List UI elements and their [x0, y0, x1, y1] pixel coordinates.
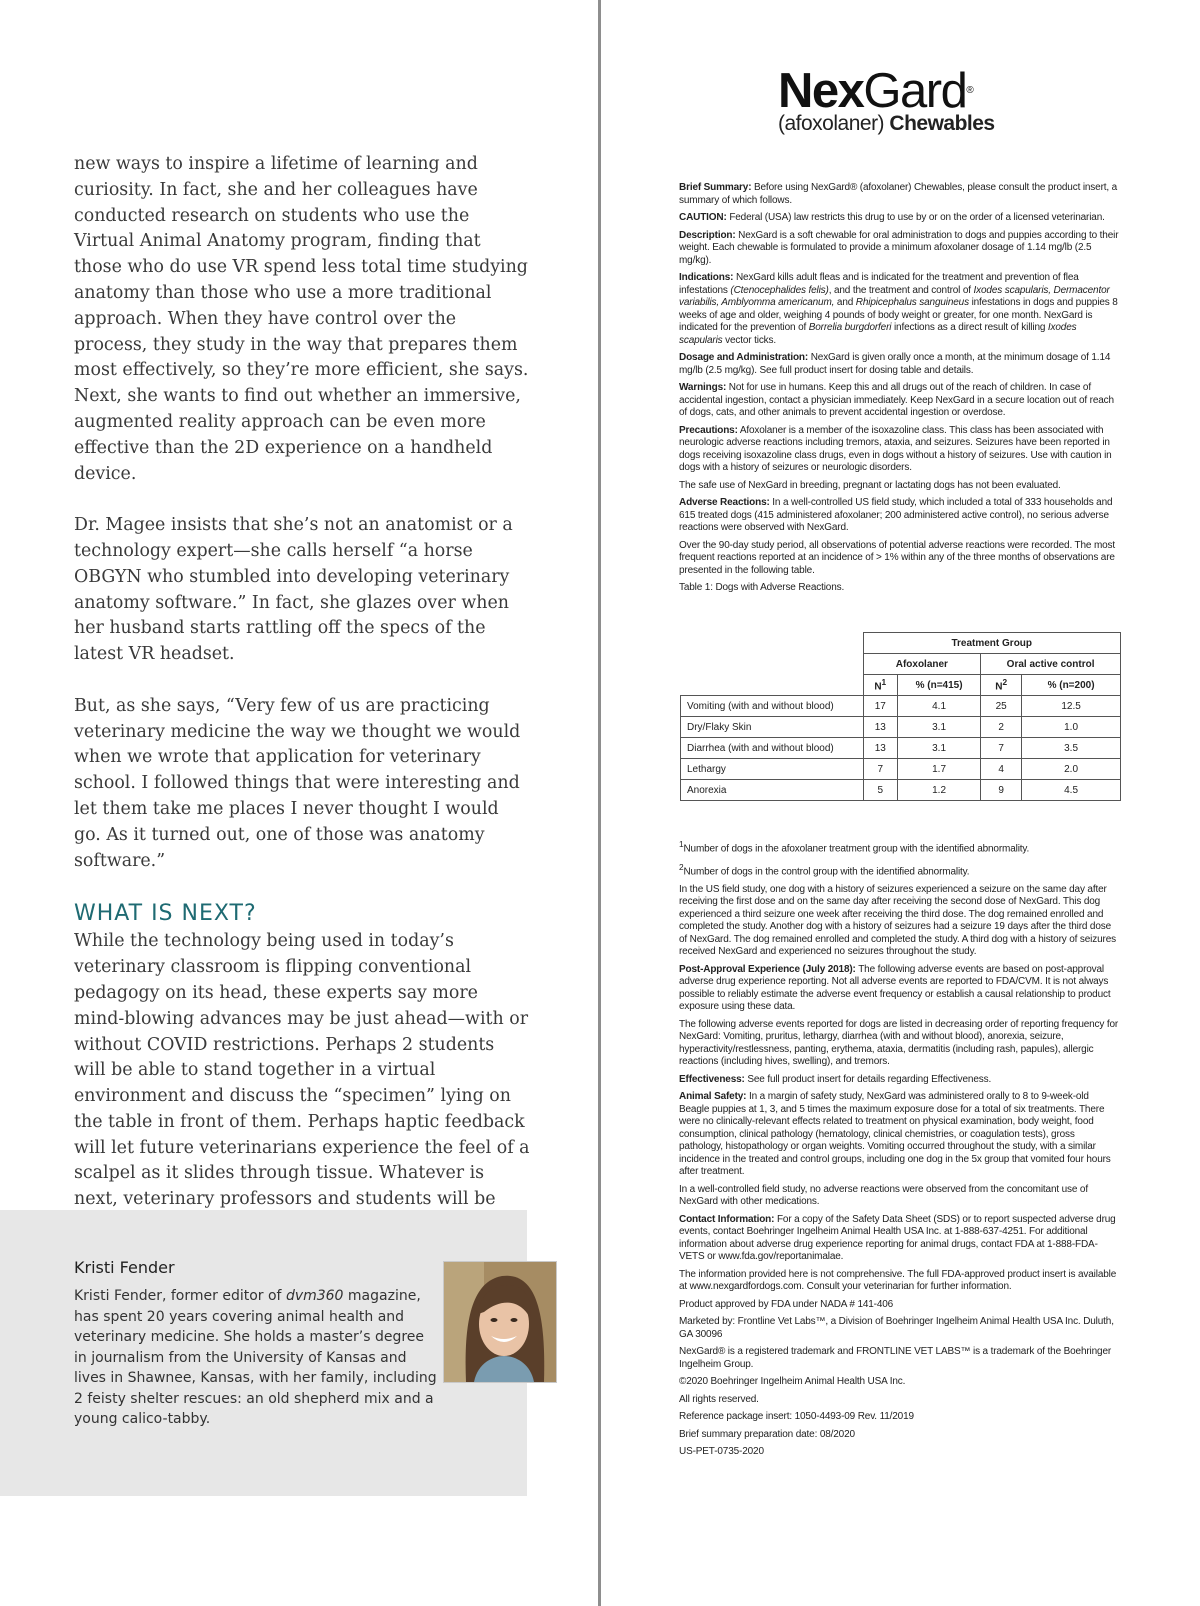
- row-label: Dry/Flaky Skin: [681, 717, 864, 738]
- author-photo: [443, 1261, 557, 1383]
- row-label: Diarrhea (with and without blood): [681, 738, 864, 759]
- author-bio-text: [74, 1286, 439, 1430]
- trademark-note: NexGard® is a registered trademark and FRONTLINE VET LABS™ is a trademark of the Boehringer Ingelheim Group.: [679, 1346, 1112, 1370]
- pct1-header: % (n=415): [898, 675, 981, 696]
- label: Brief Summary:: [679, 182, 752, 193]
- text: For a copy of the Safety Data Sheet (SDS) or to report suspected adverse drug events, contact Boehringer Ingelheim Animal Health USA Inc. at 1-888-637-4251. For additional information about adverse drug experience reporting for animal drugs, contact FDA at 1-888-FDA-VETS or www.fda.gov/reportanimalae.: [679, 1213, 1116, 1263]
- empty-cell: [681, 633, 864, 654]
- cell-n2: 9: [981, 780, 1022, 801]
- text: Afoxolaner is a member of the isoxazoline class. This class has been associated with neurologic adverse reactions including tremors, ataxia, and seizures. Seizures have been reported in dogs receiving isoxazoline class drugs, even in dogs without a history of seizures. Use with caution in dogs with a history of seizures or neurologic disorders.: [679, 424, 1112, 473]
- label: Indications:: [679, 272, 734, 283]
- section-heading: WHAT IS NEXT?: [74, 901, 257, 927]
- safe-use: The safe use of NexGard in breeding, pregnant or lactating dogs has not been evaluated.: [679, 479, 1061, 491]
- marketed-by: Marketed by: Frontline Vet Labs™, a Division of Boehringer Ingelheim Animal Health USA Inc. Duluth, GA 30096: [679, 1316, 1114, 1340]
- table-row: [681, 696, 1121, 717]
- article-paragraph: But, as she says, “Very few of us are practicing veterinary medicine the way we thought we would when we wrote that application for veterinary school. I followed things that were interesting and let them take me places I never thought I would go. As it turned out, one of those was anatomy software.”: [74, 695, 521, 871]
- cell-p2: 3.5: [1022, 738, 1121, 759]
- logo-gard: Gard: [863, 64, 967, 118]
- footnote-mark: 2: [679, 861, 684, 872]
- text: vector ticks.: [722, 334, 776, 346]
- cell-p2: 1.0: [1022, 717, 1121, 738]
- cell-n1: 17: [863, 696, 898, 717]
- row-label: Lethargy: [681, 759, 864, 780]
- nexgard-logo: [778, 66, 995, 136]
- adverse-reactions: [679, 497, 1119, 535]
- article-body: [74, 152, 530, 1291]
- row-label: Vomiting (with and without blood): [681, 696, 864, 717]
- author-bio-box: [0, 1210, 527, 1496]
- afoxolaner-header: Afoxolaner: [863, 654, 981, 675]
- table-header-row: [681, 654, 1121, 675]
- cell-p2: 12.5: [1022, 696, 1121, 717]
- concomitant-use: In a well-controlled field study, no adverse reactions were observed from the concomitant use of NexGard with other medications.: [679, 1183, 1088, 1208]
- text: Before using NexGard® (afoxolaner) Chewables, please consult the product insert, a summary of which follows.: [679, 182, 1118, 206]
- label: CAUTION:: [679, 212, 727, 223]
- cell-p1: 3.1: [898, 717, 981, 738]
- info-note: The information provided here is not comprehensive. The full FDA-approved product insert is available at www.nexgardfordogs.com. Consult your veterinarian for further information.: [679, 1268, 1117, 1293]
- table-header-row: [681, 675, 1121, 696]
- italic: Rhipicephalus sanguineus: [855, 297, 969, 308]
- table-caption: Table 1: Dogs with Adverse Reactions.: [679, 582, 845, 593]
- table-row: [681, 738, 1121, 759]
- n-label: N: [995, 681, 1003, 693]
- reference-insert: Reference package insert: 1050-4493-09 Rev. 11/2019: [679, 1411, 914, 1423]
- n-sup: 2: [1002, 677, 1008, 688]
- text: , and the treatment and control of: [828, 284, 974, 296]
- control-header: Oral active control: [981, 654, 1121, 675]
- label: Description:: [679, 229, 736, 241]
- cell-n2: 7: [981, 738, 1022, 759]
- n1-header: [863, 675, 898, 696]
- author-name: Kristi Fender: [74, 1258, 175, 1277]
- text: infections as a direct result of killing: [891, 322, 1048, 333]
- dosage: [679, 352, 1119, 377]
- cell-p1: 1.2: [898, 780, 981, 801]
- italic: Ixodes scapularis, Dermacentor variabilis, Amblyomma americanum,: [679, 284, 1110, 308]
- fda-approval: Product approved by FDA under NADA # 141-406: [679, 1298, 894, 1310]
- text: See full product insert for details regarding Effectiveness.: [744, 1073, 992, 1085]
- italic: (Ctenocephalides felis): [730, 284, 829, 296]
- copyright: ©2020 Boehringer Ingelheim Animal Health USA Inc.: [679, 1376, 906, 1388]
- label: Precautions:: [679, 424, 738, 436]
- adverse-event-list: The following adverse events reported for dogs are listed in decreasing order of reporting frequency for NexGard: Vomiting, pruritus, lethargy, diarrhea (with and without blood), anorexia, seizure, hyperactivity/restlessness, panting, erythema, ataxia, dermatitis (including rash, papules), allergic reactions (including hives, swelling), and tremors.: [679, 1018, 1119, 1068]
- empty-cell: [681, 675, 864, 696]
- text: In a margin of safety study, NexGard was administered orally to 8 to 9-week-old Beagle puppies at 1, 3, and 5 times the maximum exposure dose for a total of six treatments. There were no clinically-relevant effects related to treatment on physical examination, body weight, food consumption, clinical pathology (hematology, clinical chemistries, or coagulation tests), gross pathology, histopathology or organ weights. Vomiting occurred throughout the study, with a similar incidence in the treated and control groups, including one dog in the 5x group that vomited four hours after treatment.: [679, 1091, 1111, 1178]
- cell-n2: 25: [981, 696, 1022, 717]
- cell-n1: 13: [863, 717, 898, 738]
- cell-p1: 3.1: [898, 738, 981, 759]
- final-paragraph-text: While the technology being used in today’s veterinary classroom is flipping conventional pedagogy on its head, these experts say more mind-blowing advances may be just ahead—with or without COVID restrictions. Perhaps 2 students will be able to stand together in a virtual environment and discuss the “specimen” lying on the table in front of them. Perhaps haptic feedback will let future veterinarians experience the feel of a scalpel as it slides through tissue. Whatever is next, veterinary professors and students will be: [74, 931, 530, 1210]
- treatment-group-header: Treatment Group: [863, 633, 1121, 654]
- bio-text-before: Kristi Fender, former editor of: [74, 1288, 286, 1304]
- text: NexGard kills adult fleas and is indicated for the treatment and prevention of flea infestations: [679, 272, 1079, 296]
- label: Post-Approval Experience (July 2018):: [679, 963, 856, 975]
- cell-p2: 2.0: [1022, 759, 1121, 780]
- cell-n1: 7: [863, 759, 898, 780]
- bio-text-after: magazine, has spent 20 years covering animal health and veterinary medicine. She holds a master’s degree in journalism from the University of Kansas and lives in Shawnee, Kansas, with her family, including 2 feisty shelter rescues: an old shepherd mix and a young calico-tabby.: [74, 1288, 437, 1427]
- footnote-2: [679, 861, 1119, 879]
- label: Dosage and Administration:: [679, 352, 809, 363]
- footnote-mark: 1: [679, 839, 684, 849]
- text: The following adverse events are based on post-approval adverse drug experience reporting. Not all adverse events are reported to FDA/CVM. It is not always possible to reliably estimate the adverse event frequency or establish a causal relationship to product exposure using these data.: [679, 963, 1111, 1013]
- observation-note: Over the 90-day study period, all observations of potential adverse reactions were recorded. The most frequent reactions reported at an incidence of > 1% within any of the three months of observations are presented in the following table.: [679, 539, 1116, 576]
- n2-header: [981, 675, 1022, 696]
- post-approval: [679, 964, 1119, 1014]
- brief-summary-bottom: [679, 838, 1119, 1464]
- cell-p1: 4.1: [898, 696, 981, 717]
- row-label: Anorexia: [681, 780, 864, 801]
- preparation-date: Brief summary preparation date: 08/2020: [679, 1428, 855, 1440]
- text: NexGard is given orally once a month, at the minimum dosage of 1.14 mg/lb (2.5 mg/kg). See full product insert for dosing table and details.: [679, 352, 1111, 376]
- empty-cell: [681, 654, 864, 675]
- text: Number of dogs in the control group with the identified abnormality.: [683, 866, 970, 878]
- pct2-header: % (n=200): [1022, 675, 1121, 696]
- table-row: [681, 780, 1121, 801]
- seizure-study: In the US field study, one dog with a history of seizures experienced a seizure on the same day after receiving the first dose and on the same day after receiving the second dose of NexGard. This dog experienced a third seizure one week after receiving the third dose. The dog remained enrolled and completed the study. Another dog with a history of seizures had a seizure 19 days after the third dose of NexGard. The dog remained enrolled and completed the study. A third dog with a history of seizures received NexGard and experienced no seizures throughout the study.: [679, 883, 1116, 958]
- text: and: [834, 297, 856, 308]
- column-divider: [598, 0, 601, 1606]
- text: NexGard is a soft chewable for oral administration to dogs and puppies according to their weight. Each chewable is formulated to provide a minimum afoxolaner dosage of 1.14 mg/lb (2.5 mg/kg).: [679, 229, 1119, 266]
- text: In a well-controlled US field study, which included a total of 333 households and 615 treated dogs (415 administered afoxolaner; 200 administered active control), no serious adverse reactions were observed with NexGard.: [679, 497, 1113, 533]
- label: Effectiveness:: [679, 1073, 745, 1085]
- footnote-1: [679, 838, 1119, 856]
- table-row: [681, 759, 1121, 780]
- author-portrait-image: [444, 1262, 556, 1382]
- table-header-row: [681, 633, 1121, 654]
- precautions: [679, 425, 1119, 475]
- italic: Ixodes scapularis: [679, 322, 1077, 346]
- text: infestations in dogs and puppies 8 weeks of age and older, weighing 4 pounds of body weight or greater, for one month. NexGard is indicated for the prevention of: [679, 297, 1118, 333]
- label: Warnings:: [679, 382, 727, 393]
- n-label: N: [874, 681, 882, 693]
- text: Federal (USA) law restricts this drug to use by or on the order of a licensed veterinarian.: [726, 212, 1105, 223]
- cell-p1: 1.7: [898, 759, 981, 780]
- text: Number of dogs in the afoxolaner treatment group with the identified abnormality.: [683, 843, 1030, 855]
- article-paragraph: new ways to inspire a lifetime of learning and curiosity. In fact, she and her colleagues have conducted research on students who use the Virtual Animal Anatomy program, finding that those who do use VR spend less total time studying anatomy than those who use a more traditional approach. When they have control over the process, they study in the way that prepares them most effectively, so they’re more efficient, she says. Next, she wants to find out whether an immersive, augmented reality approach can be even more effective than the 2D experience on a handheld device.: [74, 154, 529, 484]
- cell-n2: 2: [981, 717, 1022, 738]
- rights: All rights reserved.: [679, 1393, 759, 1405]
- cell-n1: 13: [863, 738, 898, 759]
- adverse-reactions-table: [680, 632, 1121, 801]
- bio-publication: dvm360: [285, 1288, 344, 1304]
- caution: [679, 212, 1119, 225]
- brief-summary-top: [679, 182, 1119, 600]
- warnings: [679, 382, 1119, 420]
- logo-sub-paren: (afoxolaner): [778, 112, 885, 135]
- label: Contact Information:: [679, 1213, 775, 1225]
- document-code: US-PET-0735-2020: [679, 1446, 764, 1458]
- logo-reg-mark: ®: [966, 85, 974, 96]
- cell-n2: 4: [981, 759, 1022, 780]
- article-paragraph: Dr. Magee insists that she’s not an anatomist or a technology expert—she calls herself “a horse OBGYN who stumbled into developing veterinary anatomy software.” In fact, she glazes over when her husband starts rattling off the specs of the latest VR headset.: [74, 515, 513, 665]
- logo-nex: Nex: [778, 64, 864, 118]
- cell-n1: 5: [863, 780, 898, 801]
- cell-p2: 4.5: [1022, 780, 1121, 801]
- description: [679, 230, 1119, 268]
- n-sup: 1: [881, 677, 887, 688]
- logo-subtitle: [778, 112, 995, 136]
- indications: [679, 272, 1119, 347]
- label: Adverse Reactions:: [679, 497, 770, 508]
- effectiveness: [679, 1074, 1119, 1087]
- logo-sub-bold: Chewables: [889, 112, 995, 135]
- brief-summary: [679, 182, 1119, 207]
- text: Not for use in humans. Keep this and all drugs out of the reach of children. In case of accidental ingestion, contact a physician immediately. Keep NexGard in a secure location out of reach of dogs, cats, and other animals to prevent accidental ingestion or overdose.: [679, 382, 1114, 418]
- contact-information: [679, 1214, 1119, 1264]
- italic: Borrelia burgdorferi: [808, 322, 892, 333]
- table-row: [681, 717, 1121, 738]
- nexgard-wordmark: [778, 66, 995, 116]
- animal-safety: [679, 1091, 1119, 1179]
- label: Animal Safety:: [679, 1091, 747, 1103]
